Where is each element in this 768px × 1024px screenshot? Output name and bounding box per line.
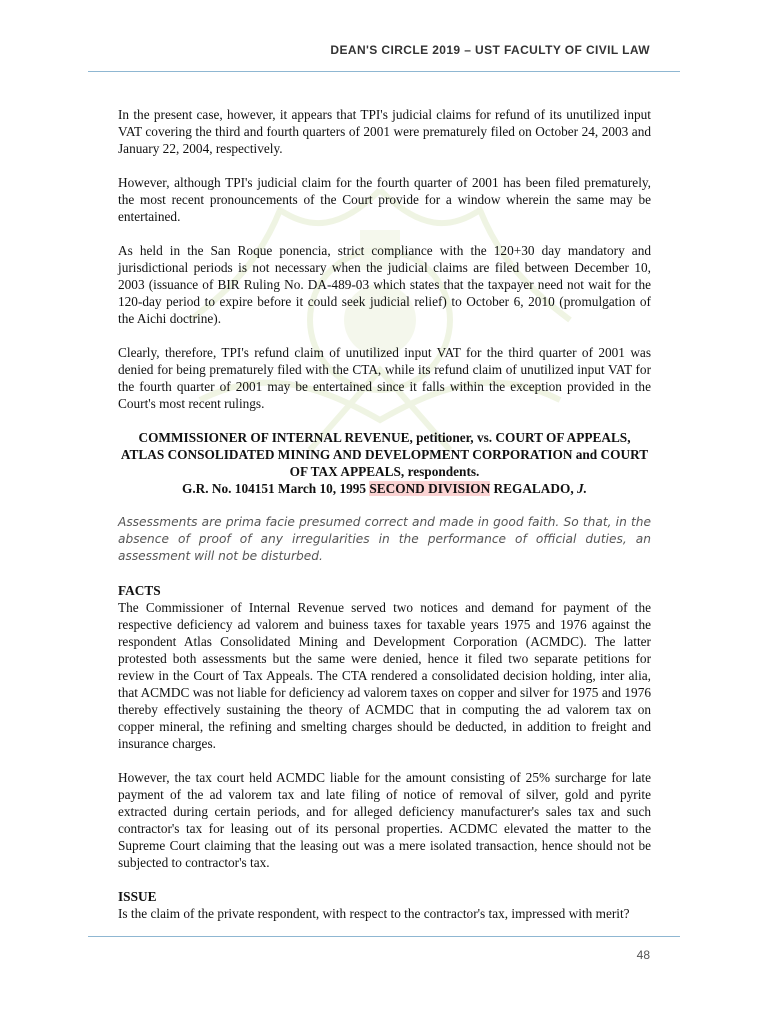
case-division: SECOND DIVISION [369,481,491,496]
paragraph: However, although TPI's judicial claim for the fourth quarter of 2001 has been filed prematurely, the most recent pronouncements of the Court provide for a window wherein the same may be entertained. [118,175,651,224]
case-ponente-suffix: J. [577,481,587,496]
facts-heading: FACTS [118,583,161,598]
paragraph: Clearly, therefore, TPI's refund claim of unutilized input VAT for the third quarter of 2001 was denied for being prematurely filed with the CTA, while its refund claim of unutilized input VAT for the fourth quarter of 2001 may be entertained since it falls within the exception provided in the Court's most recent rulings. [118,345,651,411]
paragraph: In the present case, however, it appears that TPI's judicial claims for refund of its unutilized input VAT covering the third and fourth quarters of 2001 were prematurely filed on October 24, 2003 and January 22, 2004, respectively. [118,107,651,156]
facts-paragraph: However, the tax court held ACMDC liable for the amount consisting of 25% surcharge for late payment of the ad valorem tax and late filing of notice of removal of silver, gold and pyrite extracted during certain periods, and for alleged deficiency manufacturer's sales tax and such contractor's tax for leasing out of its personal properties. ACDMC elevated the matter to the Supreme Court claiming that the leasing out was a mere isolated transaction, hence should not be subjected to contractor's tax. [118,770,651,870]
case-title: COMMISSIONER OF INTERNAL REVENUE, petitioner, vs. COURT OF APPEALS, ATLAS CONSOLIDATED MINING AND DEVELOPMENT CORPORATION and COURT OF TAX APPEALS, respondents. [120,430,649,479]
doctrine-statement: Assessments are prima facie presumed correct and made in good faith. So that, in the absence of proof of any irregularities in the performance of official duties, an assessment will not be disturbed. [118,515,651,563]
page-number: 48 [636,948,650,962]
issue-text: Is the claim of the private respondent, with respect to the contractor's tax, impressed with merit? [118,906,630,921]
facts-paragraph: The Commissioner of Internal Revenue served two notices and demand for payment of the respective deficiency ad valorem and buiness taxes for taxable years 1975 and 1976 against the respondent Atlas Consolidated Mining and Development Corporation (ACMDC). The latter protested both assessments but the same were denied, hence it filed two separate petitions for review in the Court of Tax Appeals. The CTA rendered a consolidated decision holding, inter alia, that ACMDC was not liable for deficiency ad valorem taxes on copper and silver for 1975 and 1976 thereby effectively sustaining the theory of ACMDC that in computing the ad valorem tax on copper mineral, the refining and smelting charges should be deducted, in addition to freight and insurance charges. [118,600,651,751]
header-rule [88,71,680,72]
case-ponente: REGALADO, [493,481,574,496]
issue-heading: ISSUE [118,889,157,904]
document-body [118,106,651,939]
case-title-block [118,429,651,497]
page-header-title: DEAN'S CIRCLE 2019 – UST FACULTY OF CIVIL LAW [330,43,650,57]
case-citation-line [118,480,651,497]
case-citation: G.R. No. 104151 March 10, 1995 [181,481,367,496]
footer-rule [88,936,680,937]
paragraph: As held in the San Roque ponencia, strict compliance with the 120+30 day mandatory and jurisdictional periods is not necessary when the judicial claims are filed between December 10, 2003 (issuance of BIR Ruling No. DA-489-03 which states that the taxpayer need not wait for the 120-day period to expire before it could seek judicial relief) to October 6, 2010 (promulgation of the Aichi doctrine). [118,243,651,326]
